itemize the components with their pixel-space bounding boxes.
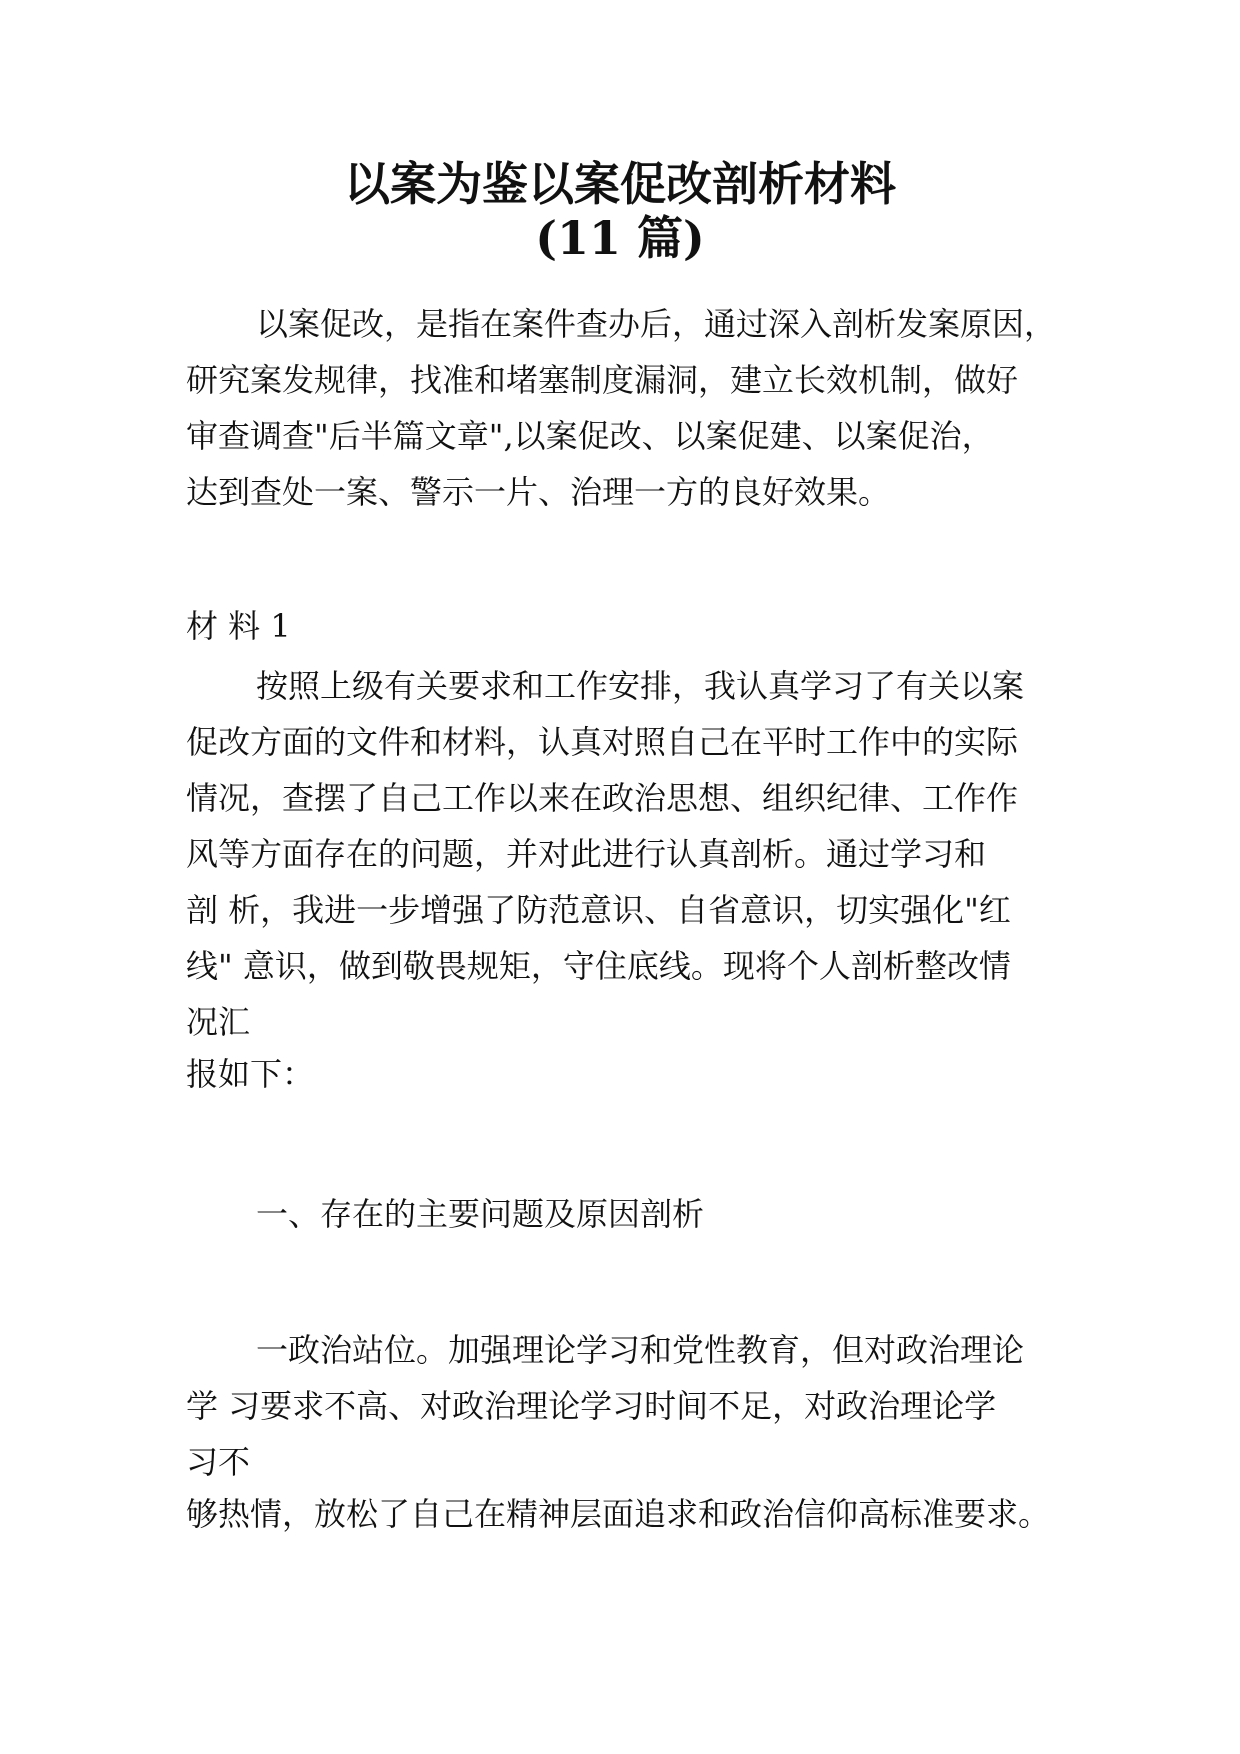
material-line: 促改方面的文件和材料，认真对照自己在平时工作中的实际 (186, 723, 1019, 761)
material-line: 剖 析，我进一步增强了防范意识、自省意识，切实强化"红 (186, 891, 1011, 929)
intro-line: 以案促改，是指在案件查办后，通过深入剖析发案原因， (256, 305, 1057, 343)
document-title-count: (11 篇) (535, 211, 705, 265)
intro-line: 研究案发规律，找准和堵塞制度漏洞，建立长效机制，做好 (186, 361, 1019, 399)
political-line: 学 习要求不高、对政治理论学习时间不足，对政治理论学 (186, 1387, 997, 1425)
material-label: 材 料 1 (186, 607, 291, 645)
material-line: 按照上级有关要求和工作安排，我认真学习了有关以案 (256, 667, 1025, 705)
material-line: 情况，查摆了自己工作以来在政治思想、组织纪律、工作作 (186, 779, 1019, 817)
material-line: 况汇 (186, 1003, 251, 1041)
intro-line: 达到查处一案、警示一片、治理一方的良好效果。 (186, 473, 891, 511)
material-line: 风等方面存在的问题，并对此进行认真剖析。通过学习和 (186, 835, 987, 873)
political-line: 习不 (186, 1443, 251, 1481)
material-line: 线" 意识，做到敬畏规矩，守住底线。现将个人剖析整改情 (186, 947, 1011, 985)
document-title: 以案为鉴以案促改剖析材料 (344, 157, 896, 211)
intro-line: 审查调查"后半篇文章",以案促改、以案促建、以案促治， (186, 417, 994, 455)
material-line: 报如下： (186, 1055, 315, 1093)
political-line: 够热情，放松了自己在精神层面追求和政治信仰高标准要求。 (186, 1495, 1051, 1533)
political-line: 一政治站位。加强理论学习和党性教育，但对政治理论 (256, 1331, 1025, 1369)
section-heading: 一、存在的主要问题及原因剖析 (256, 1195, 705, 1233)
